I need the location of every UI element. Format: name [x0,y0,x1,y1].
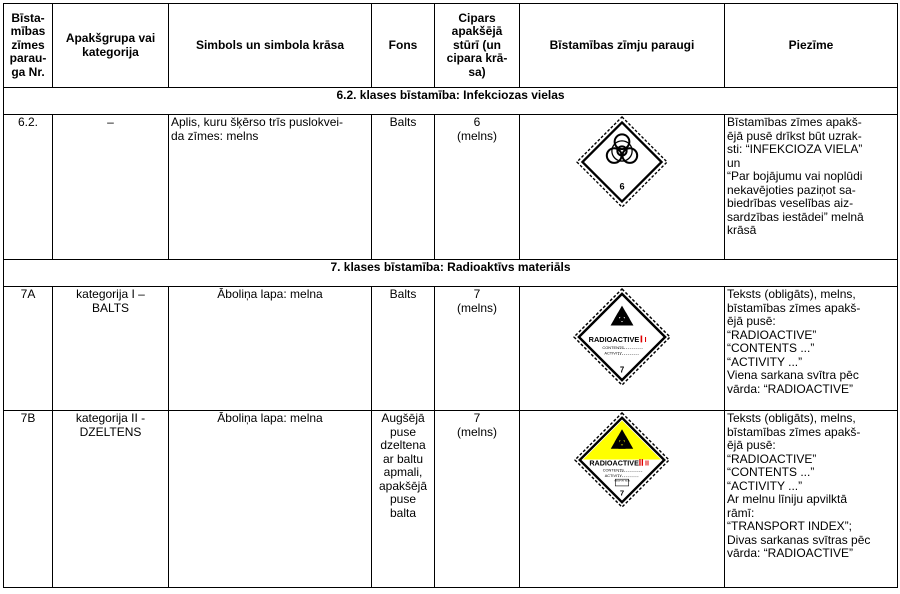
header-subgroup [53,4,169,88]
text-line: sa) [468,64,486,79]
row-62-symbol [169,115,372,260]
text-line: biedrības veselības aiz- [727,196,854,210]
text-line: (melns) [456,300,497,315]
text-line: “TRANSPORT INDEX”; [727,519,852,533]
header-symbol: Simbols un simbola krāsa [169,4,372,88]
text-line: 7 [473,287,481,301]
row-7b-symbol: Āboliņa lapa: melna [169,411,372,588]
infectious-substance-label [576,116,668,208]
row-7b-subgroup [53,411,169,588]
text-line: Apakšgrupa vai [65,31,156,45]
section-row-class-7 [4,260,898,287]
text-line: ar baltu [382,451,424,466]
text-line: “CONTENTS ...” [727,341,815,355]
text-line: ējā pusē drīkst būt uzrak- [727,128,862,143]
text-line: rāmī: [727,505,755,520]
sign-transport-index: TRANSPORT INDEX [613,480,631,483]
sign-number: 7 [619,365,625,375]
section-title-class-6: 6.2. klases bīstamība: Infekciozas vielas [4,88,898,115]
text-line: BALTS [91,300,130,315]
text-line: “ACTIVITY ...” [727,478,803,493]
text-line: puse [389,424,417,439]
red-bar [642,459,643,466]
text-line: (melns) [456,424,497,439]
section-row-class-6 [4,88,898,115]
text-line: ējā pusē: [727,314,776,328]
text-line: “CONTENTS ...” [727,465,815,479]
sign-category: I [644,334,647,344]
header-row [4,4,898,88]
text-line: mības [10,24,46,39]
text-line: puse [389,492,417,506]
row-7b-digit [435,411,520,588]
text-line: ējā pusē: [727,438,776,452]
text-line: balta [389,505,417,520]
text-line: DZELTENS [79,424,142,439]
text-line: Ar melnu līniju apvilktā [727,492,848,506]
text-line: dzeltena [380,438,426,452]
header-note: Piezīme [725,4,898,88]
radioactive-category-1-label [573,288,671,386]
row-62-digit [435,115,520,260]
sign-radioactive-text: RADIOACTIVE [589,458,639,468]
text-line: Aplis, kuru šķērso trīs puslokvei- [171,115,344,129]
row-7a-nr: 7A [4,287,53,411]
hazard-label-table [3,3,898,588]
header-background: Fons [372,4,435,88]
sign-contents: CONTENTS [602,468,624,473]
text-line: vārda: “RADIOACTIVE” [727,546,854,560]
row-7b-sign-cell [520,411,725,588]
text-line: (melns) [456,128,497,143]
row-7b-background [372,411,435,588]
row-7a-symbol: Āboliņa lapa: melna [169,287,372,411]
row-7b-note [725,411,898,588]
text-line: Viena sarkana svītra pēc [727,368,859,382]
text-line: sti: “INFEKCIOZA VIELA” [727,142,863,156]
section-title-class-7: 7. klases bīstamība: Radioaktīvs materiāls [4,260,898,287]
header-nr [4,4,53,88]
text-line: 6 [473,115,481,129]
text-line: zīmes [11,37,45,52]
text-line: kategorija II - [75,411,146,425]
text-line: “RADIOACTIVE” [727,327,817,342]
text-line: nekavējoties paziņot sa- [727,182,856,197]
text-line: Bīsta- [11,10,45,25]
text-line: bīstamības zīmes apakš- [727,300,861,315]
table-row [4,411,898,588]
row-7a-note [725,287,898,411]
text-line: bīstamības zīmes apakš- [727,424,861,439]
row-7a-digit [435,287,520,411]
text-line: “Par bojājumu vai noplūdi [727,169,863,183]
text-line: stūrī (un [453,37,501,52]
sign-activity: ACTIVITY [604,350,622,356]
sign-radioactive-text: RADIOACTIVE [588,334,640,344]
red-bar [639,459,640,466]
text-line: Bīstamības zīmes apakš- [727,115,862,129]
row-62-sign-cell [520,115,725,260]
text-line: “RADIOACTIVE” [727,451,817,466]
row-7b-nr: 7B [4,411,53,588]
text-line: cipara krā- [446,51,508,66]
sign-number: 6 [619,181,625,192]
header-digit [435,4,520,88]
header-examples: Bīstamības zīmju paraugi [520,4,725,88]
text-line: kategorija [82,44,139,59]
text-line: Divas sarkanas svītras pēc [727,532,871,547]
text-line: sardzības iestādei” melnā [727,209,864,224]
text-line: Teksts (obligāts), melns, [727,287,856,301]
text-line: “ACTIVITY ...” [727,354,803,369]
text-line: apakšējā [451,24,503,39]
row-62-nr: 6.2. [4,115,53,260]
row-62-subgroup: – [53,115,169,260]
text-line: Augšējā [381,411,425,425]
text-line: apmali, [383,465,423,479]
row-7a-sign-cell [520,287,725,411]
text-line: krāsā [727,223,757,237]
text-line: apakšējā [378,478,428,493]
text-line: un [727,155,741,170]
row-7a-background: Balts [372,287,435,411]
text-line: 7 [473,411,481,425]
row-62-background: Balts [372,115,435,260]
row-62-note [725,115,898,260]
text-line: kategorija I – [76,287,145,301]
text-line: da zīmes: melns [171,128,259,143]
sign-activity: ACTIVITY [604,473,622,478]
text-line: ga Nr. [11,64,45,79]
text-line: Cipars [458,10,496,25]
row-7a-subgroup [53,287,169,411]
red-bar [641,336,643,343]
radioactive-category-2-label [574,412,670,508]
sign-category: II [645,458,650,468]
text-line: vārda: “RADIOACTIVE” [727,381,854,396]
sign-number: 7 [619,488,625,498]
sign-contents: CONTENTS [602,344,624,350]
table-row [4,115,898,260]
table-row [4,287,898,411]
text-line: Teksts (obligāts), melns, [727,411,856,425]
text-line: parau- [9,51,47,66]
